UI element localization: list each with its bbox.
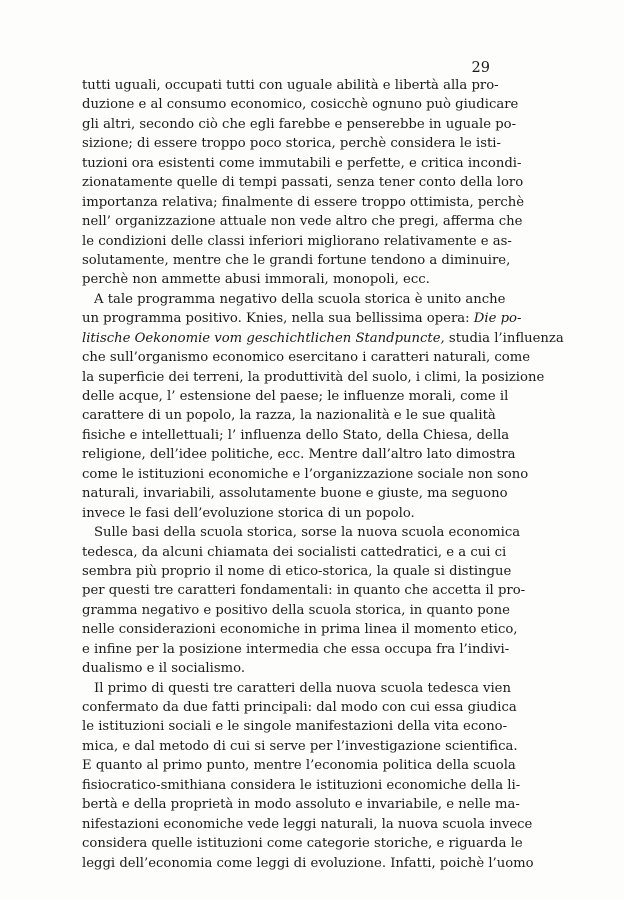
- text-line: solutamente, mentre che le grandi fortune tendono a diminuire,: [82, 252, 511, 268]
- text-line: religione, dell’idee politiche, ecc. Mentre dall’altro lato dimostra: [82, 447, 516, 463]
- text-line: nelle considerazioni economiche in prima linea il momento etico,: [82, 622, 518, 638]
- text-line: sembra più proprio il nome di etico-storica, la quale si distingue: [82, 563, 512, 579]
- body-text: [82, 76, 564, 873]
- text-line: leggi dell’economia come leggi di evoluzione. Infatti, poichè l’uomo: [82, 855, 534, 871]
- text-line: le istituzioni sociali e le singole manifestazioni della vita econo-: [82, 719, 508, 735]
- text-line: nell’ organizzazione attuale non vede altro che pregi, afferma che: [82, 214, 523, 230]
- text-line: carattere di un popolo, la razza, la nazionalità e le sue qualità: [82, 408, 496, 424]
- paragraph-start-line: Sulle basi della scuola storica, sorse la nuova scuola economica: [94, 525, 521, 541]
- text-line: dualismo e il socialismo.: [82, 661, 246, 677]
- text-line: fisiche e intellettuali; l’ influenza dello Stato, della Chiesa, della: [82, 427, 510, 443]
- text-line: tuzioni ora esistenti come immutabili e perfette, e critica incondi-: [82, 155, 522, 171]
- text-segment: un programma positivo. Knies, nella sua bellissima opera:: [82, 311, 470, 327]
- text-line: confermato da due fatti principali: dal modo con cui essa giudica: [82, 700, 517, 715]
- page-number: 29: [471, 60, 490, 76]
- text-line: tedesca, da alcuni chiamata dei socialisti cattedratici, e a cui ci: [82, 544, 507, 560]
- italic-title-segment: Die po-: [473, 311, 522, 327]
- text-line: invece le fasi dell’evoluzione storica di un popolo.: [82, 505, 415, 521]
- text-line: delle acque, l’ estensione del paese; le influenze morali, come il: [82, 389, 509, 404]
- text-line: che sull’organismo economico esercitano i caratteri naturali, come: [82, 350, 531, 366]
- text-line-with-italic: [82, 329, 564, 348]
- text-line: perchè non ammette abusi immorali, monopoli, ecc.: [82, 272, 430, 288]
- text-line: E quanto al primo punto, mentre l’economia politica della scuola: [82, 758, 516, 774]
- text-line: come le istituzioni economiche e l’organizzazione sociale non sono: [82, 466, 529, 482]
- text-line-with-italic: [82, 309, 522, 328]
- text-line: la superficie dei terreni, la produttività del suolo, i climi, la posizione: [82, 369, 545, 385]
- italic-title-segment: litische Oekonomie vom geschichtlichen Standpuncte,: [82, 330, 445, 346]
- text-line: fisiocratico-smithiana considera le istituzioni economiche della li-: [82, 777, 521, 793]
- paragraph-start-line: A tale programma negativo della scuola storica è unito anche: [94, 291, 506, 307]
- text-line: zionatamente quelle di tempi passati, senza tener conto della loro: [82, 175, 524, 191]
- text-line: considera quelle istituzioni come categorie storiche, e riguarda le: [82, 836, 523, 852]
- text-line: bertà e della proprietà in modo assoluto e invariabile, e nelle ma-: [82, 797, 520, 813]
- text-line: sizione; di essere troppo poco storica, perchè considera le isti-: [82, 136, 501, 152]
- text-line: naturali, invariabili, assolutamente buone e giuste, ma seguono: [82, 486, 508, 502]
- text-line: e infine per la posizione intermedia che essa occupa fra l’indivi-: [82, 641, 510, 657]
- text-line: duzione e al consumo economico, cosicchè ognuno può giudicare: [82, 97, 519, 113]
- text-line: importanza relativa; finalmente di essere troppo ottimista, perchè: [82, 194, 525, 210]
- text-line: tutti uguali, occupati tutti con uguale abilità e libertà alla pro-: [82, 78, 499, 93]
- text-line: nifestazioni economiche vede leggi naturali, la nuova scuola invece: [82, 816, 533, 832]
- text-line: per questi tre caratteri fondamentali: in quanto che accetta il pro-: [82, 583, 526, 599]
- paragraph-start-line: Il primo di questi tre caratteri della nuova scuola tedesca vien: [94, 680, 511, 696]
- text-line: mica, e dal metodo di cui si serve per l’investigazione scientifica.: [82, 738, 518, 754]
- text-segment: studia l’influenza: [448, 330, 564, 346]
- text-line: gli altri, secondo ciò che egli farebbe e penserebbe in uguale po-: [82, 116, 517, 132]
- text-line: le condizioni delle classi inferiori migliorano relativamente e as-: [82, 233, 512, 249]
- text-line: gramma negativo e positivo della scuola storica, in quanto pone: [82, 602, 510, 618]
